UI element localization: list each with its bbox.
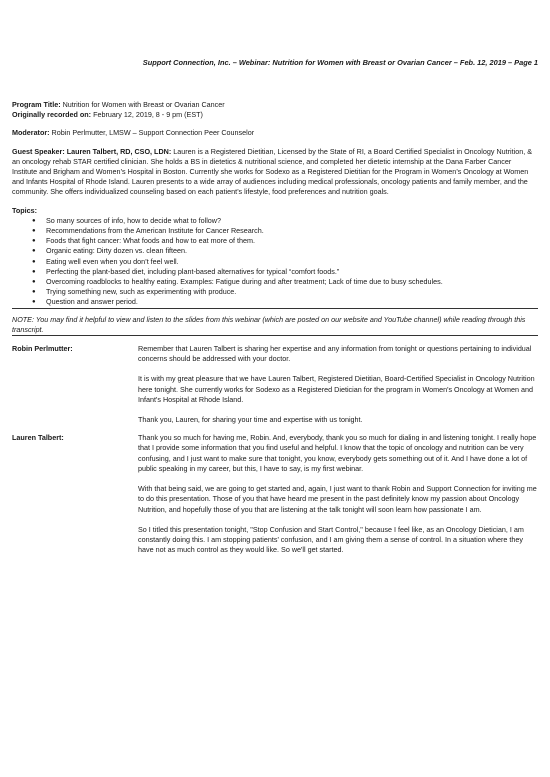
moderator-label: Moderator: bbox=[12, 128, 50, 138]
program-title-label: Program Title: bbox=[12, 100, 61, 109]
topic-item: ● Recommendations from the American Institute for Cancer Research. bbox=[46, 226, 538, 236]
page-header: Support Connection, Inc. – Webinar: Nutrition for Women with Breast or Ovarian Cancer – Feb. 12, 2019 – Page 1 bbox=[142, 58, 538, 67]
topics-label: Topics: bbox=[12, 205, 38, 215]
speech-paragraph: Thank you so much for having me, Robin. And, everybody, thank you so much for dialing in and listening tonight. I really hope that I provide some information that you find useful and helpful. I know that the topic of oncology and nutrition can be very confusing, and I just want to make sure that tonight, you know, everybody gets something out of it. And I have done a lot of public speaking in my career, but this, I have to say, is my first webinar. bbox=[138, 433, 537, 473]
topic-item: ● Perfecting the plant-based diet, including plant-based alternatives for typical “comfort foods.” bbox=[46, 267, 538, 277]
topic-item: ● Trying something new, such as experimenting with produce. bbox=[46, 287, 538, 297]
document-body bbox=[12, 100, 538, 555]
guest-speaker-paragraph bbox=[12, 147, 538, 198]
program-title-line bbox=[12, 100, 538, 110]
topic-item: ● Organic eating: Dirty dozen vs. clean fifteen. bbox=[46, 246, 538, 256]
topic-item: ● Foods that fight cancer: What foods and how to eat more of them. bbox=[46, 236, 538, 246]
topics-section bbox=[12, 206, 538, 308]
topics-list bbox=[12, 216, 538, 308]
guest-speaker-label: Guest Speaker: Lauren Talbert, RD, CSO, LDN: bbox=[12, 146, 172, 156]
program-title-value: Nutrition for Women with Breast or Ovarian Cancer bbox=[62, 100, 225, 109]
moderator-value: Robin Perlmutter, LMSW – Support Connection Peer Counselor bbox=[51, 128, 255, 138]
recorded-label: Originally recorded on: bbox=[12, 110, 92, 120]
speech-paragraph: Remember that Lauren Talbert is sharing her expertise and any information from tonight or questions pertaining to individual concerns should be addressed with your doctor. bbox=[138, 344, 532, 364]
transcript-entry bbox=[12, 344, 538, 425]
topic-item: ● Overcoming roadblocks to healthy eating. Examples: Fatigue during and after treatment; Lack of time due to busy schedules. bbox=[46, 277, 538, 287]
speech-paragraph: With that being said, we are going to get started and, again, I just want to thank Robin and Support Connection for inviting me to do this presentation. Those of you that have heard me present in the past definitely know my passion about Oncology Nutrition, and hopefully those of you that are listening at the talk tonight will soon learn how passionate I am. bbox=[138, 484, 537, 514]
speaker-text bbox=[138, 344, 538, 425]
topic-item: ● Question and answer period. bbox=[46, 297, 538, 307]
speech-paragraph: It is with my great pleasure that we have Lauren Talbert, Registered Dietitian, Board-Certified Specialist in Oncology Nutrition here tonight. She currently works for Sodexo as a Registered Dietician for the program in Women's Oncology at Women and Infant's Hospital at Rhode Island. bbox=[138, 374, 535, 404]
transcript-entry bbox=[12, 433, 538, 555]
speaker-text bbox=[138, 433, 538, 555]
moderator-line bbox=[12, 128, 538, 138]
speech-paragraph: Thank you, Lauren, for sharing your time and expertise with us tonight. bbox=[138, 415, 363, 425]
speech-paragraph: So I titled this presentation tonight, "Stop Confusion and Start Control," because I feel like, as an Oncology Dietician, I am constantly doing this. I am stopping patients' confusion, and I am giving them a sense of control. In a situation where they have not as much control as they would like. So we'll get started. bbox=[138, 524, 524, 555]
speaker-name: Lauren Talbert: bbox=[12, 433, 64, 443]
topic-item: ● Eating well even when you don’t feel well. bbox=[46, 257, 538, 267]
recorded-line bbox=[12, 110, 538, 120]
speaker-name: Robin Perlmutter: bbox=[12, 344, 73, 354]
section-divider bbox=[12, 335, 538, 336]
recorded-value: February 12, 2019, 8 - 9 pm (EST) bbox=[93, 110, 203, 120]
section-divider bbox=[12, 308, 538, 309]
guest-speaker-bio: Lauren is a Registered Dietitian, Licensed by the State of RI, a Board Certified Specialist in Oncology Nutrition, & an oncology rehab STAR certified clinician. She holds a BS in dietetics & nutritional science, and completed her dietetic internship at the Dana Farber Cancer Institute and Brigham and Women’s Hospital in Boston. Currently she works for Sodexo as a Registered Dietitian for the Program in Women’s Oncology at Women and Infants Hospital of Rhode Island. Lauren presents to a wide array of audiences including medical professionals, oncology patients and family member, and the community. She offers individualized counseling based on each patient’s lifestyle, food preferences and nutrition goals. bbox=[12, 146, 532, 197]
transcript-note: NOTE: You may find it helpful to view and listen to the slides from this webinar (which are posted on our website and YouTube channel) while reading through this transcript. bbox=[12, 314, 526, 334]
topic-item: ● So many sources of info, how to decide what to follow? bbox=[46, 216, 538, 226]
